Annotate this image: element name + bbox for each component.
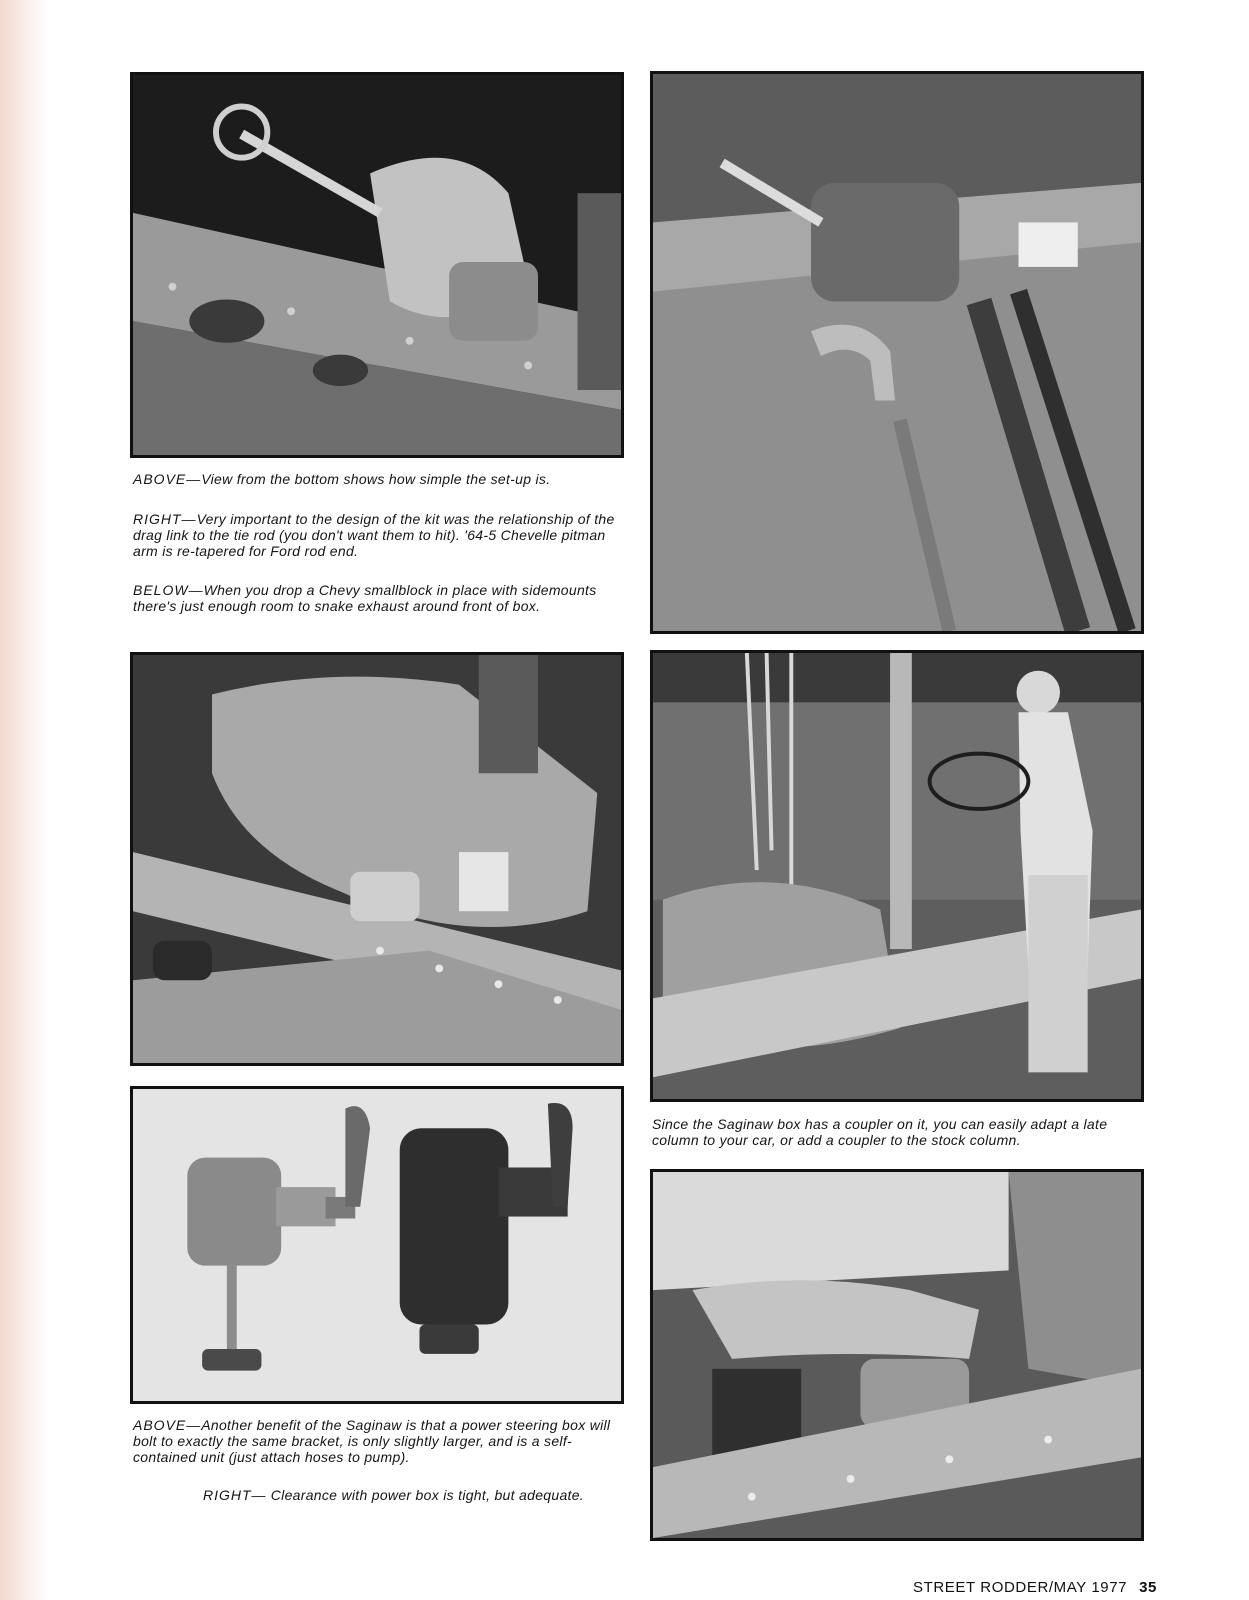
photo-saginaw-column-fitting <box>650 650 1144 1102</box>
caption-text: When you drop a Chevy smallblock in place with sidemounts there's just enough room to snake exhaust around front of box. <box>133 582 597 614</box>
caption-text: View from the bottom shows how simple the set-up is. <box>201 471 551 487</box>
page-footer <box>913 1579 1157 1596</box>
photo-drag-link-tie-rod <box>650 71 1144 634</box>
caption-right-clearance <box>203 1487 663 1503</box>
photo-chevy-smallblock-installed <box>130 652 624 1066</box>
caption-lead: BELOW— <box>133 582 204 598</box>
caption-below-smallblock <box>133 582 613 614</box>
caption-lead: ABOVE— <box>133 1417 202 1433</box>
caption-text: Another benefit of the Saginaw is that a power steering box will bolt to exactly the same bracket, is only slightly larger, and is a self-contained unit (just attach hoses to pump). <box>133 1417 611 1465</box>
caption-saginaw-coupler <box>652 1116 1148 1148</box>
photo-manual-and-power-boxes <box>130 1086 624 1404</box>
photo-power-box-clearance <box>650 1169 1144 1541</box>
caption-lead: RIGHT— <box>203 1487 267 1503</box>
page-edge <box>0 0 48 1600</box>
caption-lead: ABOVE— <box>133 471 202 487</box>
caption-right-drag-link <box>133 511 627 559</box>
caption-text: Since the Saginaw box has a coupler on it, you can easily adapt a late column to your car, or add a coupler to the stock column. <box>652 1116 1108 1148</box>
caption-text: Clearance with power box is tight, but adequate. <box>266 1487 584 1503</box>
caption-above-power-box <box>133 1417 633 1465</box>
photo-steering-box-bottom-view <box>130 72 624 458</box>
page-number: 35 <box>1139 1579 1157 1596</box>
publication-line: STREET RODDER/MAY 1977 <box>913 1579 1128 1596</box>
caption-text: Very important to the design of the kit was the relationship of the drag link to the tie rod (you don't want them to hit). '64-5 Chevelle pitman arm is re-tapered for Ford rod end. <box>133 511 615 559</box>
caption-lead: RIGHT— <box>133 511 197 527</box>
caption-above-bottom-view <box>133 471 633 487</box>
